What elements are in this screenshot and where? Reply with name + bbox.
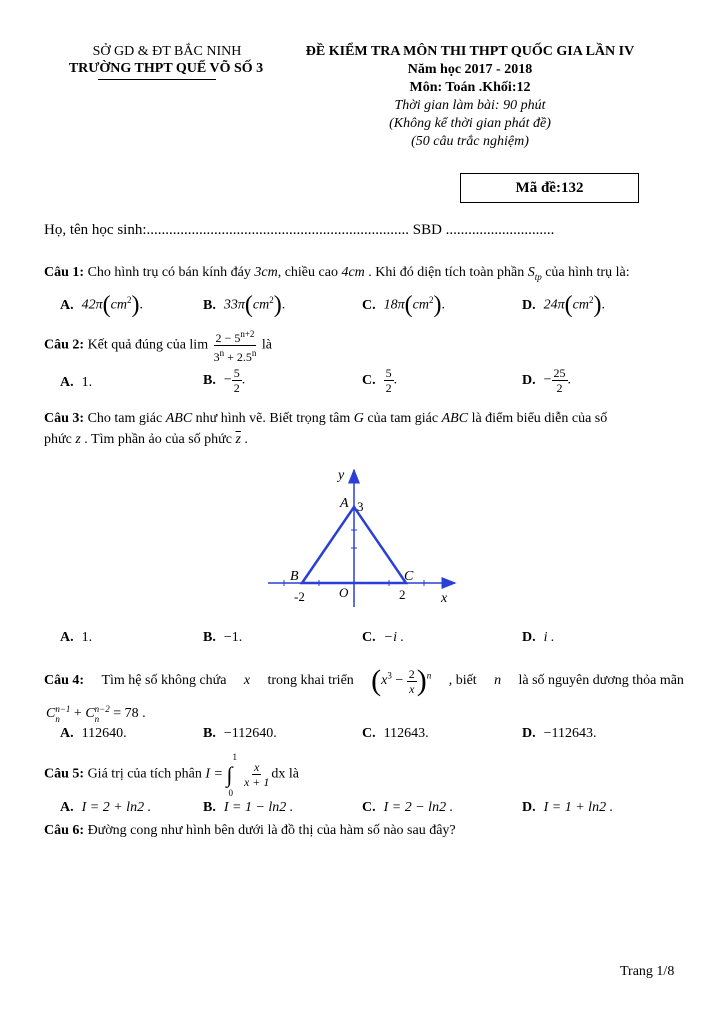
exam-time-note: (Không kể thời gian phát đề) (389, 116, 551, 131)
x-axis-label: x (441, 591, 448, 606)
question-5 (44, 751, 300, 798)
question-2 (44, 327, 272, 364)
page-number: Trang 1/8 (620, 964, 675, 979)
question-label: Câu 5: (44, 766, 85, 782)
option-d[interactable]: D. −112643. (522, 726, 597, 741)
option-a[interactable]: A. I = 2 + ln2 . (60, 800, 152, 815)
integral-sign: ∫ 1 0 (226, 751, 237, 798)
integrand: $\frac{x}{x + 1}$ (243, 760, 270, 789)
question-3-line2 (44, 432, 248, 448)
question-text: của hình trụ là: (545, 265, 630, 280)
point-a-label: A (340, 496, 349, 511)
option-c[interactable]: C. $\frac{5}{2}$ . (362, 366, 398, 395)
option-d[interactable]: D. i . (522, 630, 555, 645)
question-text: trong khai triển (267, 673, 354, 688)
math-var: x (243, 673, 251, 688)
limit-symbol: lim (189, 337, 209, 353)
question-text: là số nguyên dương thỏa mãn (518, 673, 684, 688)
option-d[interactable]: D. − $\frac{25}{2}$ . (522, 366, 572, 395)
exam-time: Thời gian làm bài: 90 phút (394, 98, 546, 113)
option-a[interactable]: A. 1. (60, 630, 93, 645)
question-text: là (261, 337, 272, 353)
option-b[interactable]: B. $33\pi(cm^2)$. (203, 292, 286, 318)
question-3-line1 (44, 411, 607, 427)
question-text: của tam giác (367, 411, 439, 426)
question-text: như hình vẽ. Biết trọng tâm (195, 411, 351, 426)
dx: dx (271, 766, 286, 782)
question-text: , chiều cao (277, 265, 338, 280)
triangle-figure (260, 462, 470, 612)
option-c[interactable]: C. −i . (362, 630, 404, 645)
limit-expression: $\frac{2 - 5^{n+2}}{3^n + 2.5^n}$ (213, 329, 257, 364)
question-text: Cho tam giác (87, 411, 163, 426)
option-b[interactable]: B. − $\frac{5}{2}$ . (203, 366, 246, 395)
exam-code-box (460, 173, 639, 203)
point-b-value: -2 (294, 589, 305, 604)
radius-value: 3cm (254, 265, 278, 280)
math-var: z (75, 432, 81, 447)
y-axis-label: y (338, 468, 345, 483)
math-var: $\overline{z}$ (235, 432, 241, 447)
question-text: Đường cong như hình bên dưới là đồ thị của hàm số nào sau đây? (87, 823, 456, 838)
question-label: Câu 6: (44, 823, 85, 838)
school-department: SỞ GD & ĐT BẮC NINH (92, 44, 242, 59)
expansion-expression: ($x^3$ − $\frac{2}{x}$ )$^n$ (371, 664, 432, 697)
question-text: Cho hình trụ có bán kính đáy (87, 265, 251, 280)
point-c-value: 2 (399, 587, 406, 602)
option-a[interactable]: A. 1. (60, 375, 93, 390)
option-a[interactable]: A. $42\pi(cm^2)$. (60, 292, 143, 318)
question-text: Kết quả đúng của (87, 337, 186, 353)
point-c-label: C (404, 569, 414, 584)
option-c[interactable]: C. $18\pi(cm^2)$. (362, 292, 445, 318)
height-value: 4cm (341, 265, 365, 280)
option-b[interactable]: B. I = 1 − ln2 . (203, 800, 294, 815)
question-4-line1 (44, 664, 684, 698)
question-label: Câu 3: (44, 411, 85, 426)
question-label: Câu 1: (44, 265, 85, 280)
question-text: phức (44, 432, 72, 447)
question-label: Câu 4: (44, 673, 85, 688)
question-text: . Khi đó diện tích toàn phần (368, 265, 525, 280)
option-b[interactable]: B. −1. (203, 630, 243, 645)
header-underline (98, 79, 216, 80)
option-c[interactable]: C. 112643. (362, 726, 429, 741)
option-d[interactable]: D. $24\pi(cm^2)$. (522, 292, 605, 318)
option-a[interactable]: A. 112640. (60, 726, 127, 741)
question-count: (50 câu trắc nghiệm) (411, 134, 529, 149)
question-text: là (288, 766, 300, 782)
origin-label: O (339, 585, 349, 600)
option-c[interactable]: C. I = 2 − ln2 . (362, 800, 454, 815)
math-var: n (494, 673, 502, 688)
question-text: Giá trị của tích phân (87, 766, 202, 782)
school-name: TRƯỜNG THPT QUẾ VÕ SỐ 3 (68, 61, 264, 76)
point-b-label: B (290, 569, 299, 584)
area-symbol: $S_{tp}$ (527, 265, 542, 282)
option-d[interactable]: D. I = 1 + ln2 . (522, 800, 614, 815)
question-text: . Tìm phần ảo của số phức (84, 432, 232, 447)
question-text: là điểm biểu diễn của số (471, 411, 608, 426)
question-4-condition: C n−1 n + C n−2 n = 78 . (46, 704, 146, 724)
school-year: Năm học 2017 - 2018 (407, 62, 533, 77)
question-text: , biết (448, 673, 477, 688)
math-var: G (353, 411, 364, 426)
option-b[interactable]: B. −112640. (203, 726, 277, 741)
question-6 (44, 823, 456, 839)
math-var: ABC (165, 411, 193, 426)
math-var: ABC (441, 411, 469, 426)
question-label: Câu 2: (44, 337, 85, 353)
point-a-value: 3 (357, 499, 364, 514)
integral-lhs: I = (205, 766, 223, 782)
exam-title: ĐỀ KIỂM TRA MÔN THI THPT QUỐC GIA LẦN IV (305, 44, 635, 59)
question-text: . (244, 432, 248, 447)
question-text: Tìm hệ số không chứa (101, 673, 227, 688)
exam-subject: Môn: Toán .Khối:12 (409, 80, 531, 95)
exam-code: Mã đề:132 (515, 180, 584, 196)
student-info-line: Họ, tên học sinh:...................................................................... SBD ............................. (44, 222, 555, 238)
question-1 (44, 265, 630, 282)
